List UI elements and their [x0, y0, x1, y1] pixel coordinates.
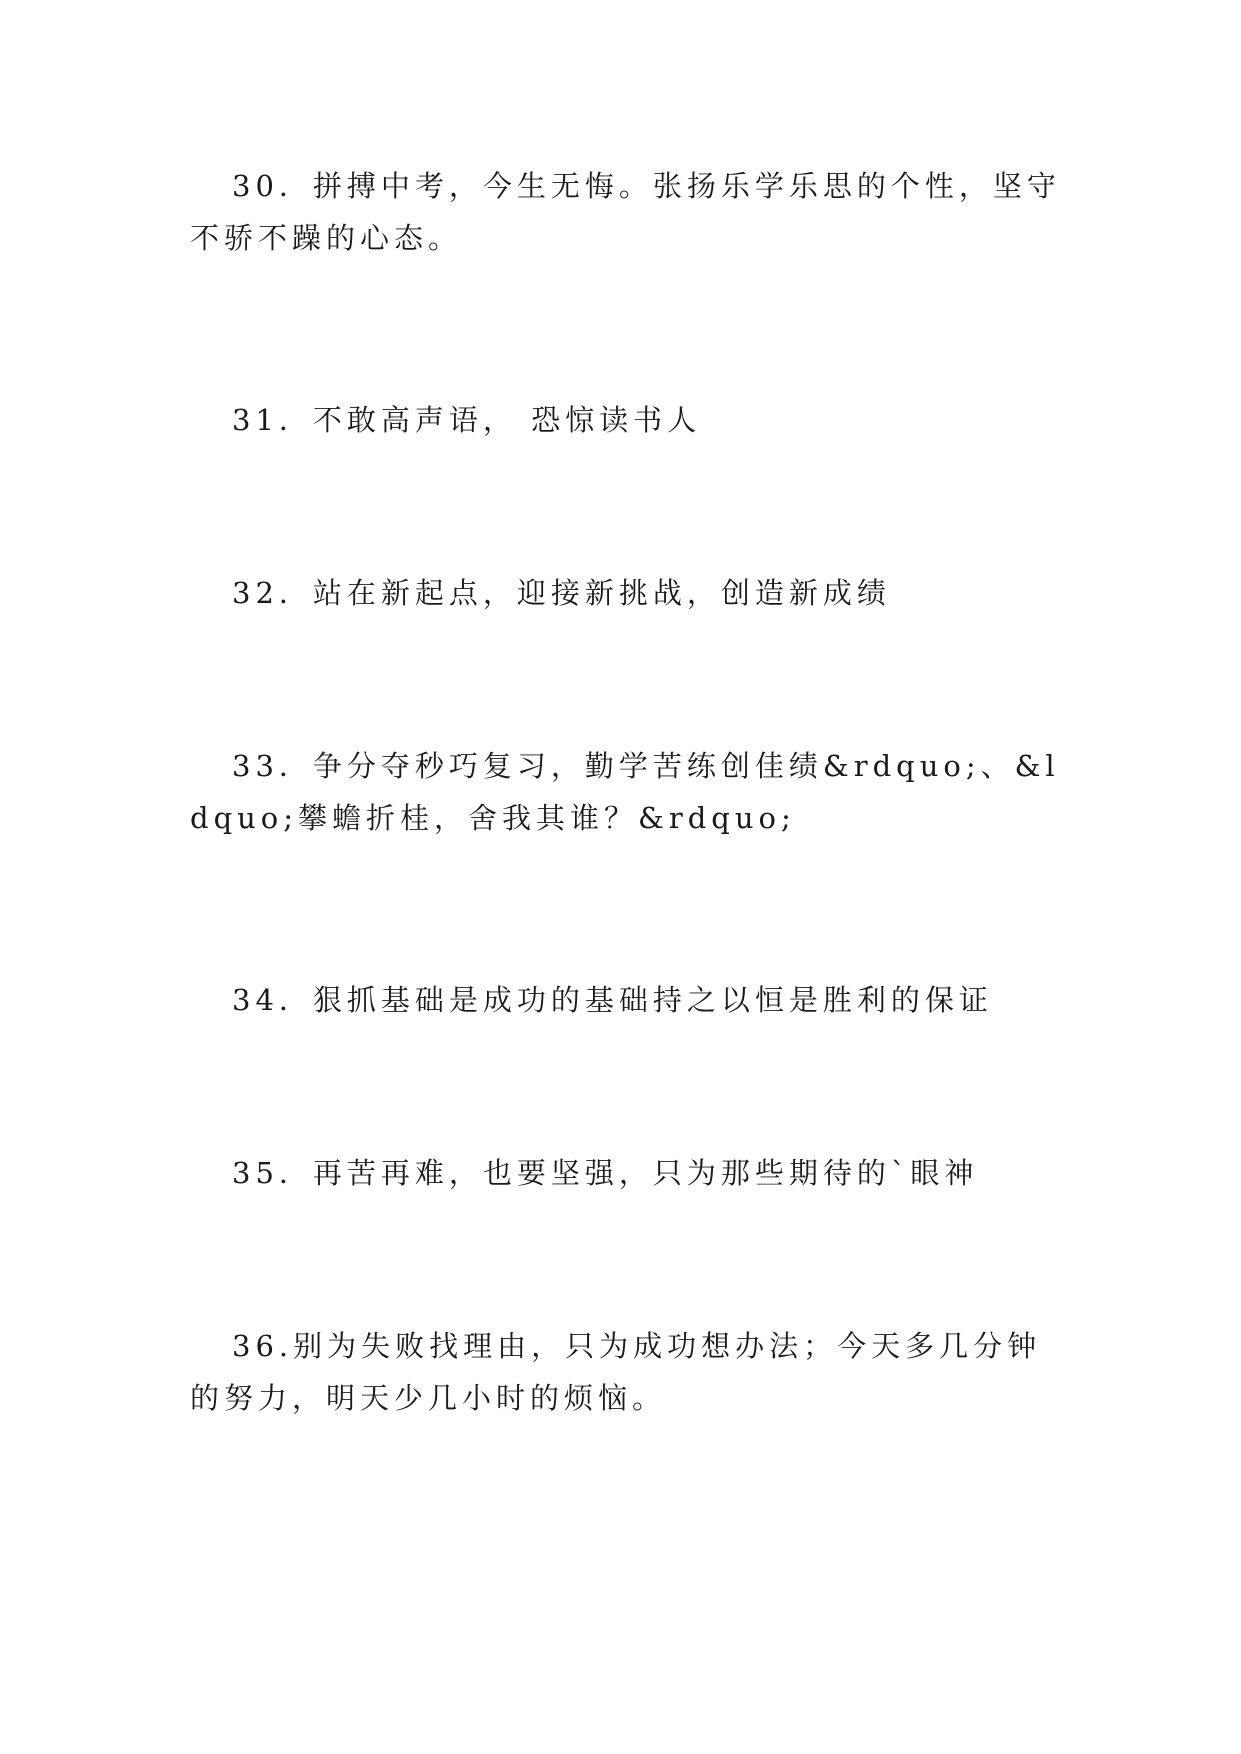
paragraph-31: 31．不敢高声语， 恐惊读书人 — [232, 403, 702, 437]
paragraph-33: 33．争分夺秒巧复习，勤学苦练创佳绩&rdquo;、&ldquo;攀蟾折桂，舍我其谁？&rdquo; — [190, 749, 1060, 835]
paragraph-36: 36.别为失败找理由，只为成功想办法；今天多几分钟的努力，明天少几小时的烦恼。 — [190, 1329, 1042, 1415]
paragraph-35: 35．再苦再难，也要坚强，只为那些期待的`眼神 — [232, 1156, 979, 1190]
paragraph-32: 32．站在新起点，迎接新挑战，创造新成绩 — [232, 576, 891, 610]
paragraph-34: 34．狠抓基础是成功的基础持之以恒是胜利的保证 — [232, 983, 993, 1017]
paragraph-30: 30．拼搏中考，今生无悔。张扬乐学乐思的个性，坚守不骄不躁的心态。 — [190, 169, 1061, 255]
